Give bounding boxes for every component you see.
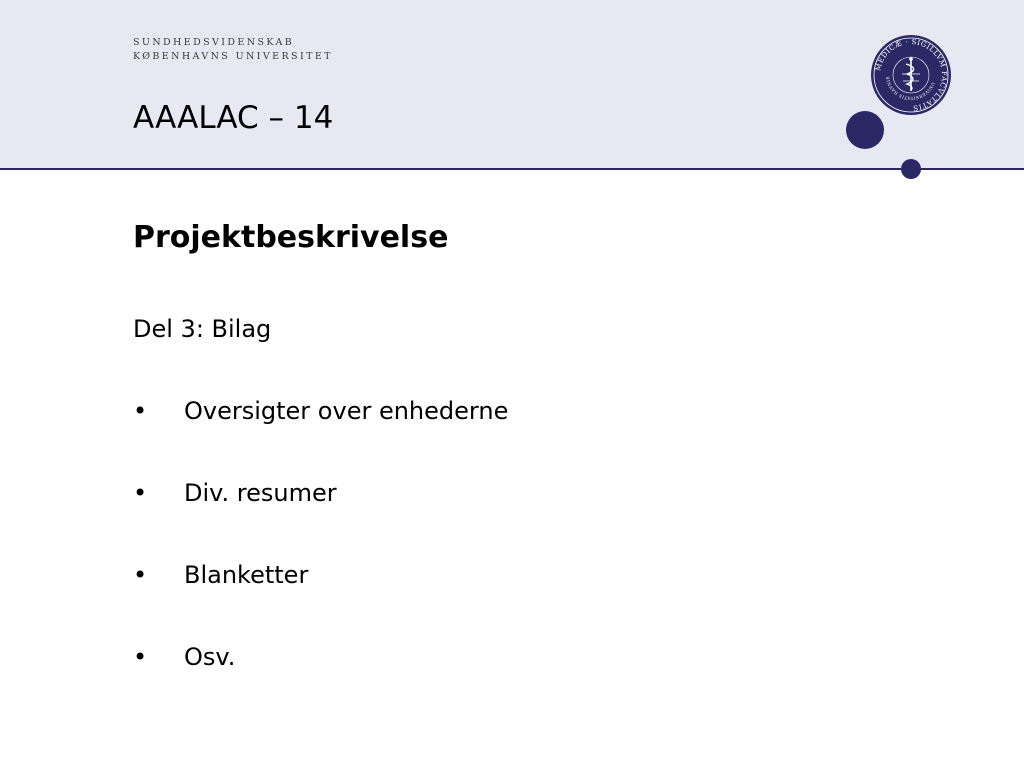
decorative-dot-large	[846, 111, 884, 149]
bullet-icon: •	[133, 643, 148, 671]
institution-line-university: KØBENHAVNS UNIVERSITET	[133, 51, 333, 62]
section-heading: Projektbeskrivelse	[133, 220, 449, 255]
decorative-dot-small	[901, 159, 921, 179]
list-item-text: Oversigter over enhederne	[184, 397, 509, 425]
institution-name	[133, 36, 333, 64]
slide-title: AAALAC – 14	[133, 100, 334, 136]
bullet-icon: •	[133, 397, 148, 425]
section-subheading: Del 3: Bilag	[133, 315, 272, 343]
bullet-list	[133, 397, 508, 725]
list-item	[133, 479, 508, 561]
list-item	[133, 561, 508, 643]
institution-line-faculty: SUNDHEDSVIDENSKAB	[133, 37, 295, 48]
header-divider	[0, 168, 1024, 170]
list-item-text: Div. resumer	[184, 479, 337, 507]
seal-outer-text: MEDICÆ · SIGILLVM FACVLTATIS	[874, 37, 949, 113]
bullet-icon: •	[133, 561, 148, 589]
caduceus-seal-icon	[870, 34, 952, 116]
bullet-icon: •	[133, 479, 148, 507]
list-item	[133, 397, 508, 479]
seal-inner-text: UNIVERSITATIS HAVNIE	[884, 75, 936, 102]
list-item-text: Blanketter	[184, 561, 309, 589]
list-item	[133, 643, 508, 725]
list-item-text: Osv.	[184, 643, 236, 671]
